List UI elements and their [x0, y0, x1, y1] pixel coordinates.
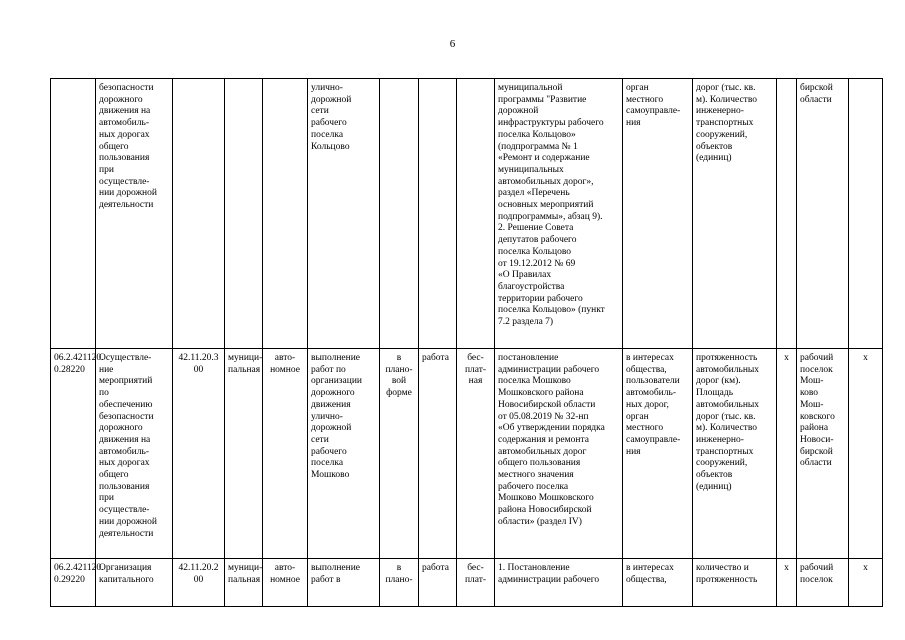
ownership-cell: муници- пальная [225, 349, 263, 559]
legal-basis-cell: 1. Постановление администрации рабочего [495, 559, 623, 607]
quality-indicators-cell: х [777, 349, 797, 559]
location-cell: рабочий поселок [797, 559, 849, 607]
okved-code-cell [173, 79, 225, 349]
service-code-cell [51, 79, 96, 349]
payment-type-cell: бес- плат- [457, 559, 495, 607]
service-name-cell: Осуществле- ние мероприятий по обеспечению безопасности дорожного движения на автомобиль- ных дорогах общего пользования при осуществле- нии дорожной деятельности [96, 349, 173, 559]
volume-indicators-cell: количество и протяженность [693, 559, 777, 607]
service-kind-cell: работа [419, 349, 457, 559]
services-register-table [50, 78, 883, 607]
okved-code-cell: 42.11.20.3 00 [173, 349, 225, 559]
volume-indicators-cell: дорог (тыс. кв. м). Количество инженерно- транспортных сооружений, объектов (единиц) [693, 79, 777, 349]
service-content-cell: выполнение работ по организации дорожного движения улично- дорожной сети рабочего поселка Мошково [308, 349, 380, 559]
service-kind-cell: работа [419, 559, 457, 607]
consumers-cell: орган местного самоуправле- ния [623, 79, 693, 349]
table-row [51, 559, 883, 607]
quality-indicators-cell: х [777, 559, 797, 607]
service-form-cell [380, 79, 419, 349]
consumers-cell: в интересах общества, [623, 559, 693, 607]
service-kind-cell [419, 79, 457, 349]
table-row [51, 349, 883, 559]
service-content-cell: выполнение работ в [308, 559, 380, 607]
consumers-cell: в интересах общества, пользователи автомобиль- ных дорог, орган местного самоуправле- ния [623, 349, 693, 559]
notes-cell: х [849, 559, 883, 607]
service-name-cell: безопасности дорожного движения на автомобиль- ных дорогах общего пользования при осуществле- нии дорожной деятельности [96, 79, 173, 349]
service-form-cell: в плано- вой форме [380, 349, 419, 559]
notes-cell: х [849, 349, 883, 559]
location-cell: рабочий поселок Мош- ково Мош- ковского района Новоси- бирской области [797, 349, 849, 559]
institution-type-cell: авто- номное [263, 559, 308, 607]
legal-basis-cell: постановление администрации рабочего поселка Мошково Мошковского района Новосибирской области от 05.08.2019 № 32-нп «Об утверждении порядка содержания и ремонта автомобильных дорог общего пользования местного значения рабочего поселка Мошково Мошковского района Новосибирской области» (раздел IV) [495, 349, 623, 559]
table-row [51, 79, 883, 349]
okved-code-cell: 42.11.20.2 00 [173, 559, 225, 607]
service-name-cell: Организация капитального [96, 559, 173, 607]
service-form-cell: в плано- [380, 559, 419, 607]
service-content-cell: улично- дорожной сети рабочего поселка Кольцово [308, 79, 380, 349]
service-code-cell: 06.2.421120. 0.29220 [51, 559, 96, 607]
service-code-cell: 06.2.421120. 0.28220 [51, 349, 96, 559]
quality-indicators-cell [777, 79, 797, 349]
payment-type-cell: бес- плат- ная [457, 349, 495, 559]
payment-type-cell [457, 79, 495, 349]
location-cell: бирской области [797, 79, 849, 349]
institution-type-cell [263, 79, 308, 349]
ownership-cell: муници- пальная [225, 559, 263, 607]
ownership-cell [225, 79, 263, 349]
legal-basis-cell: муниципальной программы "Развитие дорожной инфраструктуры рабочего поселка Кольцово» (подпрограмма № 1 «Ремонт и содержание муниципальных автомобильных дорог», раздел «Перечень основных мероприятий подпрограммы», абзац 9). 2. Решение Совета депутатов рабочего поселка Кольцово от 19.12.2012 № 69 «О Правилах благоустройства территории рабочего поселка Кольцово» (пункт 7.2 раздела 7) [495, 79, 623, 349]
volume-indicators-cell: протяженность автомобильных дорог (км). Площадь автомобильных дорог (тыс. кв. м). Количество инженерно- транспортных сооружений, объектов (единиц) [693, 349, 777, 559]
institution-type-cell: авто- номное [263, 349, 308, 559]
notes-cell [849, 79, 883, 349]
page-number: 6 [449, 38, 456, 50]
